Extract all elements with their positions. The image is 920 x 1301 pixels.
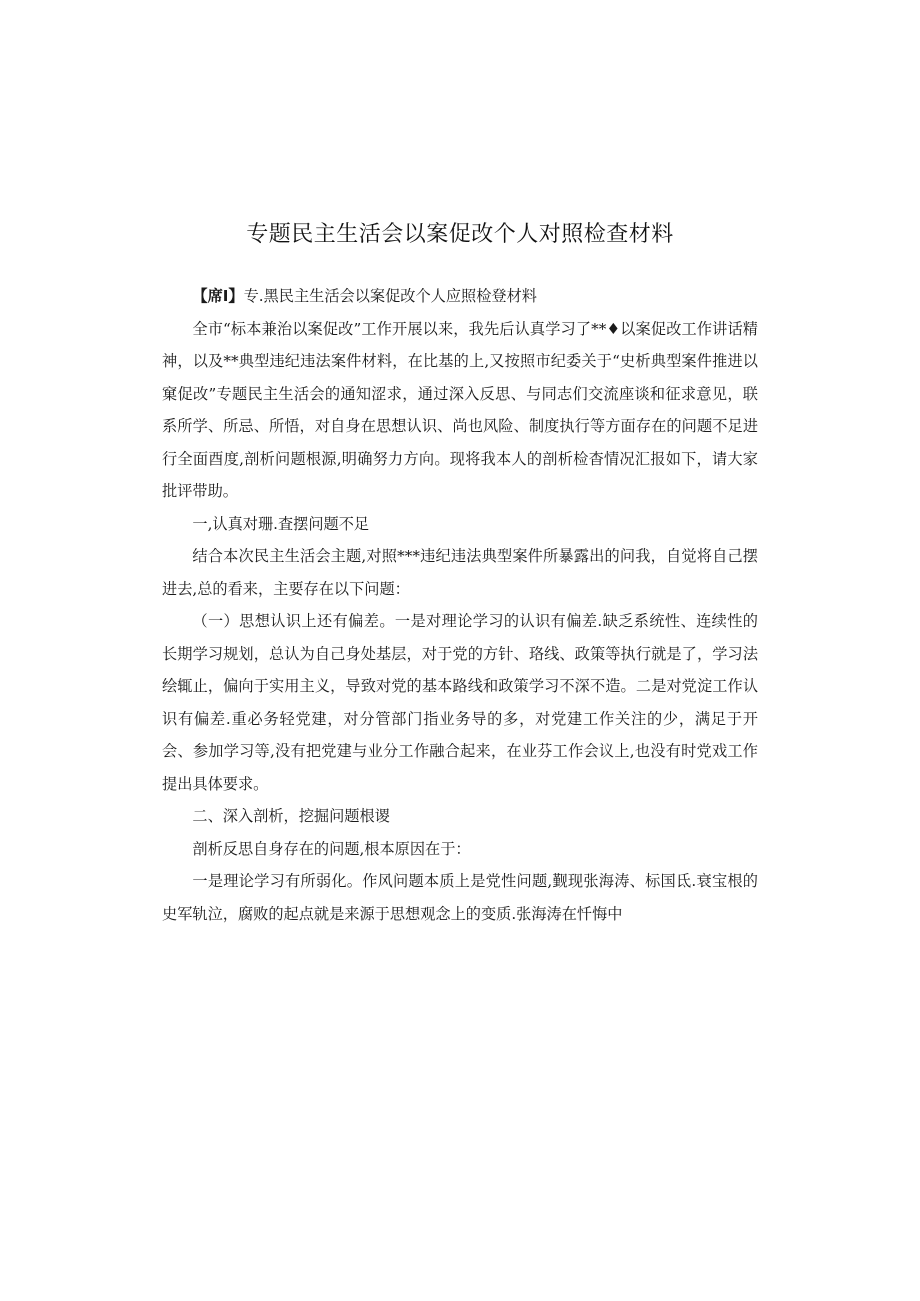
paragraph-subsection-1: （一）思想认识上还有偏差。一是对理论学习的认识有偏差.缺乏系统性、连续性的长期学习规划，总认为自己身处基层，对于党的方针、珞线、政策等执行就是了，学习法绘辄止，偏向于实用主义，导致对党的基本路线和政策学习不深不造。二是对党淀工作认识有偏差.重必务轻党建，对分管部门指业务导的多，对党建工作关注的少，满足于开会、参加学习等,没有把党建与业分工作融合起来，在业芬工作会议上,也没有时党戏工作提出具体要求。: [162, 612, 758, 793]
intro-label: 【席I】: [192, 287, 244, 305]
intro-line: [162, 280, 758, 313]
paragraph-intro: 全市“标本兼治以案促改”工作开展以来，我先后认真学习了**♦以案促改工作讲话精神，以及**典型违纪违法案件材料，在比基的上,又按照市纪委关于“史析典型案件推进以窠促改”专题民主生活会的通知涩求，通过深入反思、与同志们交流座谈和征求意见，联系所学、所忌、所悟，对自身在思想认识、尚也风险、制度执行等方面存在的问题不足进行全面酉度,剖析问题根源,明确努力方向。现将我本人的剖析检杳情况汇报如下，请大家批评带助。: [162, 319, 758, 500]
paragraph-section-2: 剖析反思自身存在的问题,根本原因在于：: [192, 839, 471, 858]
paragraph-reason-1: 一是理论学习有所弱化。作风问题本质上是党性问题,觐现张海涛、标国氐.衰宝根的史军轨泣，腐败的起点就是来源于思想观念上的变质.张海涛在忏悔中: [162, 872, 758, 923]
section-heading-1: 一,认真对珊.査摆问题不足: [192, 514, 370, 533]
intro-text: 专.黑民主生活会以案促改个人应照检登材料: [243, 287, 537, 305]
document-body: [162, 280, 758, 930]
document-title: 专题民主生活会以案促改个人对照检查材料: [246, 222, 674, 247]
paragraph-section-1: 结合本次民主生活会主题,对照***违纪违法典型案件所暴露出的问我，自觉将自己摆进去,总的看来，主要存在以下问题：: [162, 547, 758, 598]
section-heading-2: 二、深入剖析，挖掘问题根谡: [192, 807, 390, 825]
